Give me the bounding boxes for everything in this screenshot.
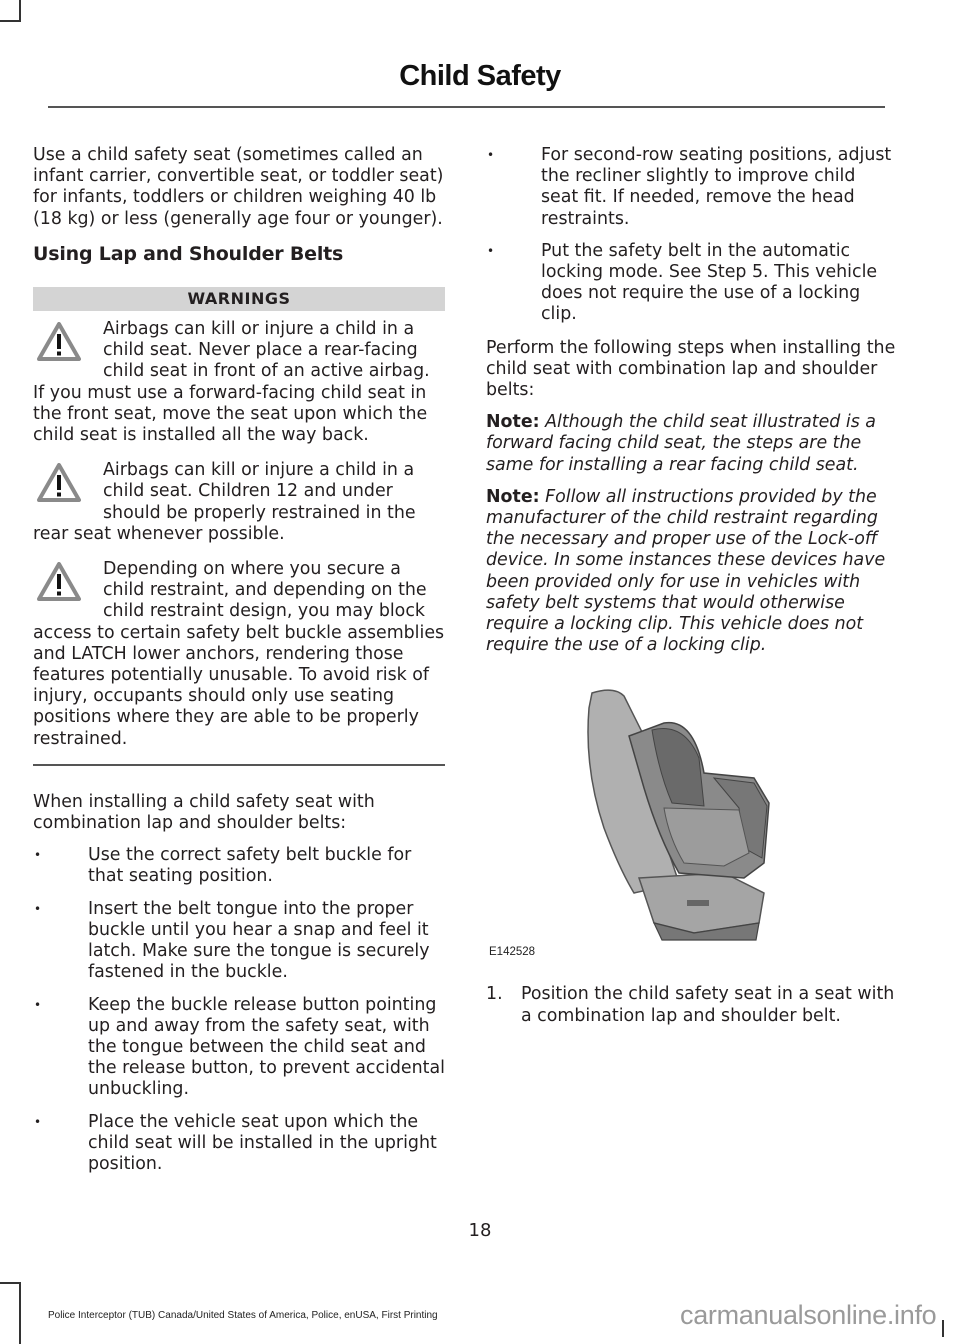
publication-info: Police Interceptor (TUB) Canada/United States of America, Police, enUSA, First Printing: [48, 1310, 438, 1321]
steps-list: [486, 984, 898, 1026]
page-number: 18: [468, 1220, 492, 1241]
crop-mark-bottom-right: [942, 1320, 944, 1337]
step-item: [486, 984, 898, 1026]
crop-mark-top-left: [0, 0, 21, 22]
list-item: [33, 995, 445, 1101]
page-title: Child Safety: [399, 60, 561, 92]
list-item: [486, 145, 898, 230]
warning-text: Airbags can kill or injure a child in a child seat. Children 12 and under should be properly restrained in the rear seat whenever possible.: [33, 460, 416, 544]
warning-triangle-icon: [33, 559, 103, 615]
bullet-icon: •: [487, 148, 495, 162]
steps-intro: Perform the following steps when installing the child seat with combination lap and shoulder belts:: [486, 337, 896, 401]
warning-text: Depending on where you secure a child restraint, and depending on the child restraint design, you may block access to certain safety belt buckle assemblies and LATCH lower anchors, rendering those features potentially unusable. To avoid risk of injury, occupants should only use seating positions where they are able to be properly restrained.: [33, 559, 445, 749]
list-item-text: Place the vehicle seat upon which the child seat will be installed in the upright position.: [88, 1111, 437, 1174]
note-text: Although the child seat illustrated is a forward facing child seat, the steps are the same for installing a rear facing child seat.: [486, 412, 876, 475]
crop-mark-bottom-left: [0, 1282, 21, 1344]
warning-item: [33, 319, 445, 446]
child-seat-illustration: [486, 678, 898, 968]
bullet-icon: •: [34, 997, 42, 1012]
note-text: Follow all instructions provided by the manufacturer of the child restraint regarding the necessary and proper use of the Lock-off device. In some instances these devices have been provided only for use in vehicles with safety belt systems that would otherwise require a locking clip. This vehicle does not require the use of a locking clip.: [486, 486, 886, 656]
warning-triangle-icon: [33, 319, 103, 375]
list-item-text: Insert the belt tongue into the proper buckle until you hear a snap and feel it latch. Make sure the tongue is securely fastened in the buckle.: [88, 898, 430, 983]
warning-triangle-icon: [33, 460, 103, 516]
list-item: [33, 1112, 445, 1176]
intro-paragraph: Use a child safety seat (sometimes called an infant carrier, convertible seat, or toddler seat) for infants, toddlers or children weighing 40 lb (18 kg) or less (generally age four or younger).: [33, 145, 444, 229]
list-item-text: For second-row seating positions, adjust the recliner slightly to improve child seat fit. If needed, remove the head restraints.: [541, 145, 892, 229]
watermark-link[interactable]: carmanualsonline.info: [680, 1300, 937, 1330]
header-divider: [48, 106, 885, 108]
warning-item: [33, 559, 445, 750]
bullet-icon: •: [34, 901, 42, 916]
install-bullet-list: [33, 845, 445, 1175]
step-number: 1.: [486, 984, 503, 1005]
warning-item: [33, 460, 445, 545]
right-bullet-list: [486, 145, 898, 326]
install-intro: When installing a child safety seat with combination lap and shoulder belts:: [33, 791, 375, 834]
warning-text: Airbags can kill or injure a child in a child seat. Never place a rear-facing child seat in front of an active airbag. If you must use a forward-facing child seat in the front seat, move the seat upon which the child seat is installed all the way back.: [33, 319, 430, 446]
note-label: Note:: [486, 486, 540, 507]
left-column: [33, 145, 445, 1187]
step-text: Position the child safety seat in a seat with a combination lap and shoulder belt.: [521, 984, 895, 1026]
bullet-icon: •: [487, 243, 495, 258]
child-seat-in-vehicle-seat-image: [544, 678, 784, 943]
bullet-icon: •: [34, 848, 42, 863]
warnings-end-divider: [33, 764, 445, 766]
right-column: [486, 145, 898, 1027]
list-item: [33, 899, 445, 984]
list-item-text: Put the safety belt in the automatic locking mode. See Step 5. This vehicle does not require the use of a locking clip.: [541, 240, 878, 325]
note-label: Note:: [486, 412, 540, 433]
note: [486, 412, 898, 476]
section-heading: Using Lap and Shoulder Belts: [33, 242, 344, 265]
list-item: [33, 845, 445, 887]
list-item-text: Use the correct safety belt buckle for that seating position.: [88, 845, 412, 887]
list-item: [486, 241, 898, 326]
figure-id-label: E142528: [489, 946, 536, 959]
bullet-icon: •: [34, 1114, 42, 1129]
list-item-text: Keep the buckle release button pointing up and away from the safety seat, with the tongue between the child seat and the release button, to prevent accidental unbuckling.: [88, 994, 445, 1100]
note: [486, 487, 898, 657]
warnings-header: WARNINGS: [33, 287, 445, 311]
